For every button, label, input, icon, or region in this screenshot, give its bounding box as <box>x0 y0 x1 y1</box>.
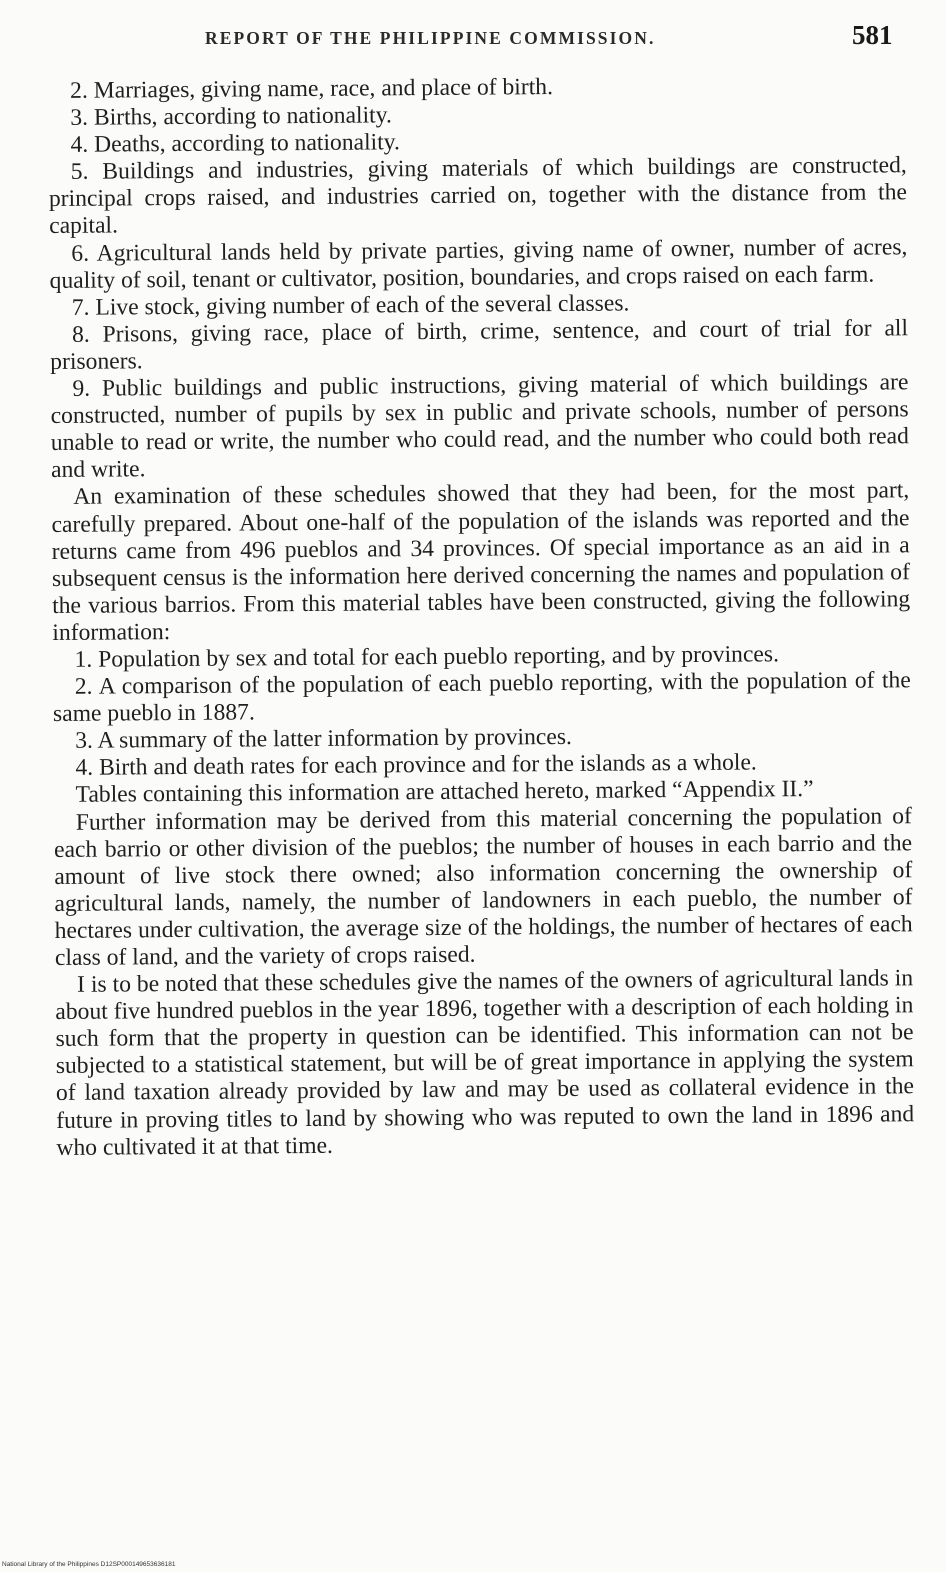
list-item-buildings: 5. Buildings and industries, giving materials of which buildings are constructed, principal crops raised, and industries carried on, together with the distance from the capital. <box>48 152 908 240</box>
list-item-births: 3. Births, according to nationality. <box>70 102 392 131</box>
list-item-agricultural-lands: 6. Agricultural lands held by private parties, giving name of owner, number of acres, quality of soil, tenant or cultivator, position, boundaries, and crops raised on each farm. <box>49 233 908 294</box>
page-header <box>0 20 946 54</box>
list-item-comparison: 2. A comparison of the population of each pueblo reporting, with the population of the same pueblo in 1887. <box>52 667 911 728</box>
list-item-deaths: 4. Deaths, according to nationality. <box>70 129 400 159</box>
paragraph-tables: Tables containing this information are attached hereto, marked “Appendix II.” <box>75 776 814 809</box>
paragraph-examination: An examination of these schedules showed that they had been, for the most part, carefully prepared. About one-half of the population of the islands was reported and the returns came from 496 pueblos and 34 provinces. Of special importance as an aid in a subsequent census is the information here derived concerning the names and population of the various barrios. From this material tables have been constructed, giving the following information: <box>51 477 911 646</box>
list-item-live-stock: 7. Live stock, giving number of each of the several classes. <box>71 290 630 321</box>
paragraph-owners: I is to be noted that these schedules give the names of the owners of agricultural lands in about five hundred pueblos in the year 1896, together with a description of each holding in such form that the property in question can be identified. This information can not be subjected to a statistical statement, but will be of great importance in applying the system of land taxation already provided by law and may be used as collateral evidence in the future in proving titles to land by showing who was reputed to own the land in 1896 and who cultivated it at that time. <box>55 965 915 1161</box>
page-number: 581 <box>852 20 893 50</box>
library-footer: National Library of the Philippines D12SP000149653636181 <box>2 1561 176 1568</box>
running-title: REPORT OF THE PHILIPPINE COMMISSION. <box>205 28 656 48</box>
list-item-summary: 3. A summary of the latter information by provinces. <box>75 724 572 755</box>
body-text <box>48 71 914 1161</box>
list-item-prisons: 8. Prisons, giving race, place of birth, crime, sentence, and court of trial for all prisoners. <box>50 315 909 375</box>
list-item-public-buildings: 9. Public buildings and public instructions, giving material of which buildings are constructed, number of pupils by sex in public and private schools, number of persons unable to read or write, the number who could read, and the number who could both read and write. <box>50 369 909 484</box>
paragraph-further-information: Further information may be derived from this material concerning the population of each barrio or other division of the pueblos; the number of houses in each barrio and the amount of live stock there owned; also information concerning the ownership of agricultural lands, namely, the number of landowners in each pueblo, the number of hectares under cultivation, the average size of the holdings, the number of hectares of each class of land, and the variety of crops raised. <box>53 802 913 971</box>
list-item-population: 1. Population by sex and total for each pueblo reporting, and by provinces. <box>74 641 780 673</box>
list-item-marriages: 2. Marriages, giving name, race, and place of birth. <box>69 74 554 104</box>
list-item-birth-death-rates: 4. Birth and death rates for each province and for the islands as a whole. <box>75 749 757 782</box>
